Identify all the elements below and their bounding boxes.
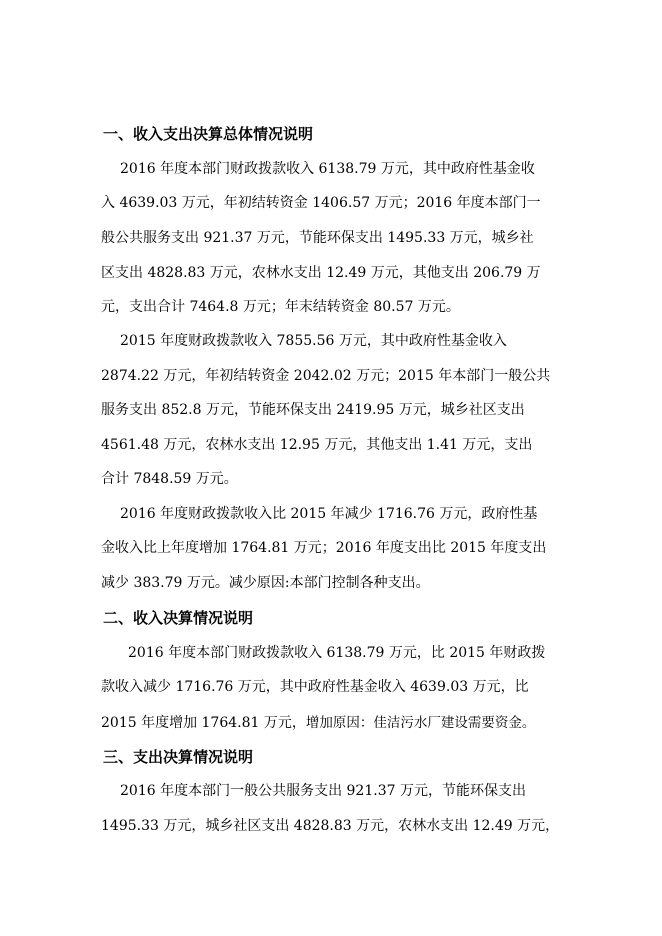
section-1-para-3-line-2: 金收入比上年度增加 1764.81 万元；2016 年度支出比 2015 年度支出 <box>101 540 547 556</box>
section-1-para-1-line-2: 入 4639.03 万元，年初结转资金 1406.57 万元；2016 年度本部门一 <box>101 195 541 211</box>
section-1-para-2-line-2: 2874.22 万元，年初结转资金 2042.02 万元；2015 年本部门一般公共 <box>101 368 551 384</box>
section-3-heading: 三、支出决算情况说明 <box>103 748 254 766</box>
section-1-heading: 一、收入支出决算总体情况说明 <box>103 125 314 143</box>
section-1-para-2-line-5: 合计 7848.59 万元。 <box>101 471 238 487</box>
section-1-para-2-line-1: 2015 年度财政拨款收入 7855.56 万元，其中政府性基金收入 <box>120 333 507 349</box>
section-2-line-3-sans-text: 增加原因：佳洁污水厂建设需要资金。 <box>305 715 536 731</box>
section-1-para-2-line-3: 服务支出 852.8 万元，节能环保支出 2419.95 万元，城乡社区支出 <box>101 402 525 418</box>
section-2-para-1-line-1: 2016 年度本部门财政拨款收入 6138.79 万元，比 2015 年财政拨 <box>128 645 546 661</box>
section-1-para-1-line-3: 般公共服务支出 921.37 万元，节能环保支出 1495.33 万元，城乡社 <box>101 230 534 246</box>
section-2-line-3-serif-text: 2015 年度增加 1764.81 万元， <box>101 715 306 731</box>
section-1-para-1-line-4: 区支出 4828.83 万元，农林水支出 12.49 万元，其他支出 206.79 万 <box>101 265 541 281</box>
section-1-para-3-line-3: 减少 383.79 万元。减少原因:本部门控制各种支出。 <box>101 575 430 591</box>
section-2-para-1-line-2: 款收入减少 1716.76 万元，其中政府性基金收入 4639.03 万元，比 <box>101 679 529 695</box>
section-1-para-3-line-1: 2016 年度财政拨款收入比 2015 年减少 1716.76 万元，政府性基 <box>120 506 538 522</box>
section-2-para-1-line-3 <box>101 711 535 732</box>
section-1-para-1-line-1: 2016 年度本部门财政拨款收入 6138.79 万元，其中政府性基金收 <box>120 161 535 177</box>
section-3-para-1-line-1: 2016 年度本部门一般公共服务支出 921.37 万元，节能环保支出 <box>120 783 526 799</box>
section-2-heading: 二、收入决算情况说明 <box>103 609 254 627</box>
section-1-para-2-line-4: 4561.48 万元，农林水支出 12.95 万元，其他支出 1.41 万元，支出 <box>101 437 533 453</box>
section-3-para-1-line-2: 1495.33 万元，城乡社区支出 4828.83 万元，农林水支出 12.49 万元， <box>101 818 560 834</box>
section-1-para-1-line-5: 元，支出合计 7464.8 万元；年末结转资金 80.57 万元。 <box>101 299 460 315</box>
